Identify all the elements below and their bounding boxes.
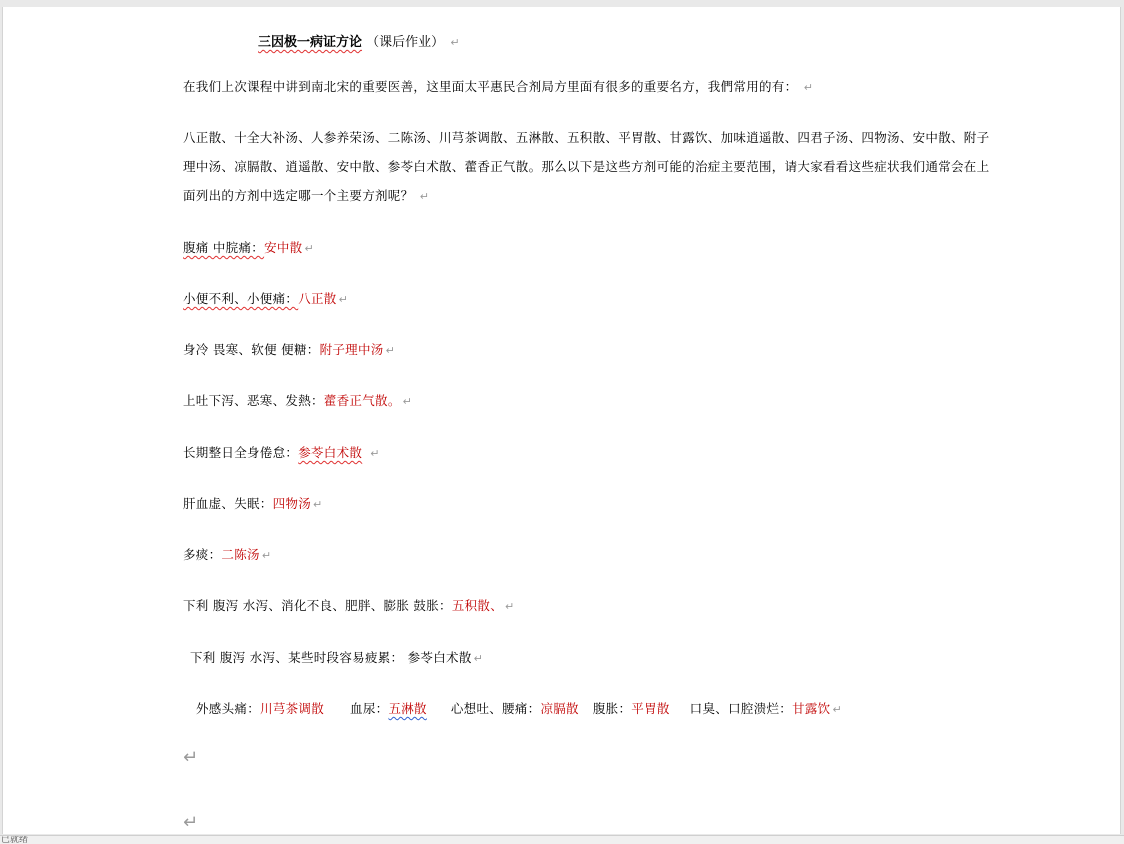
paragraph-mark-icon: ↵ bbox=[832, 703, 843, 716]
document-page[interactable] bbox=[2, 7, 1121, 834]
symptom-text: 肝血虚、失眠： bbox=[183, 496, 273, 511]
paragraph-mark-icon: ↵ bbox=[370, 447, 380, 460]
answer-text: 八正散 bbox=[298, 291, 337, 306]
symptom-text: 心想吐、腰痛： bbox=[450, 701, 541, 716]
symptom-text: 上吐下泻、恶寒、发熱： bbox=[183, 393, 324, 408]
symptom-text: 血尿： bbox=[350, 701, 389, 716]
formula-line-2[interactable] bbox=[183, 157, 989, 175]
symptom-text: 下利 腹泻 水泻、消化不良、肥胖、膨胀 鼓胀： bbox=[183, 598, 452, 613]
qa-line[interactable] bbox=[183, 443, 380, 461]
answer-text: 甘露饮 bbox=[792, 701, 831, 716]
paragraph-mark-icon: ↵ bbox=[473, 652, 484, 665]
paragraph-mark-icon: ↵ bbox=[338, 293, 349, 306]
symptom-text: 外感头痛： bbox=[196, 701, 261, 716]
symptom-text: 多痰： bbox=[183, 547, 222, 562]
last-line[interactable] bbox=[196, 699, 842, 717]
formula-text: 理中汤、凉膈散、逍遥散、安中散、参苓白术散、藿香正气散。那么以下是这些方剂可能的治症主要范围，请大家看看这些症状我们通常会在上 bbox=[183, 159, 990, 174]
paragraph-mark-icon: ↵ bbox=[402, 395, 413, 408]
answer-text: 五淋散 bbox=[388, 701, 427, 716]
paragraph-mark-icon: ↵ bbox=[304, 242, 315, 255]
symptom-text: 长期整日全身倦怠： bbox=[183, 445, 299, 460]
symptom-text: 腹痛 中脘痛： bbox=[183, 240, 265, 255]
symptom-text: 小便不利、小便痛： bbox=[183, 291, 299, 306]
qa-line[interactable] bbox=[183, 289, 348, 307]
paragraph-mark-icon: ↵ bbox=[803, 81, 814, 94]
formula-text: 面列出的方剂中选定哪一个主要方剂呢？ bbox=[183, 188, 414, 203]
paragraph-mark-icon: ↵ bbox=[313, 498, 323, 511]
formula-line-3[interactable] bbox=[183, 186, 429, 204]
paragraph-mark-icon: ↵ bbox=[385, 344, 396, 357]
answer-text: 藿香正气散。 bbox=[323, 393, 401, 408]
formula-text: 八正散、十全大补汤、人参养荣汤、二陈汤、川芎茶调散、五淋散、五积散、平胃散、甘露饮、加味逍遥散、四君子汤、四物汤、安中散、附子 bbox=[183, 130, 990, 145]
answer-text: 五积散、 bbox=[451, 598, 504, 613]
intro-paragraph[interactable] bbox=[183, 77, 813, 95]
document-title[interactable] bbox=[258, 31, 460, 50]
qa-line[interactable] bbox=[183, 596, 515, 614]
formula-line-1[interactable] bbox=[183, 128, 989, 146]
title-main: 三因极一病证方论 bbox=[258, 35, 363, 50]
paragraph-mark-icon: ↵ bbox=[261, 549, 272, 562]
extra-text: 下利 腹泻 水泻、某些时段容易疲累： 参苓白术散 bbox=[190, 650, 472, 665]
title-sub: （课后作业） bbox=[366, 35, 445, 50]
symptom-text: 腹胀： bbox=[592, 701, 632, 716]
answer-text: 二陈汤 bbox=[221, 547, 260, 562]
symptom-text: 口臭、口腔溃烂： bbox=[689, 701, 793, 716]
intro-text: 在我们上次课程中讲到南北宋的重要医善，这里面太平惠民合剂局方里面有很多的重要名方，我們常用的有： bbox=[183, 79, 798, 94]
qa-line[interactable] bbox=[183, 340, 395, 358]
empty-paragraph-mark-icon: ↵ bbox=[183, 812, 199, 833]
empty-paragraph-mark-icon: ↵ bbox=[183, 747, 199, 768]
symptom-text: 身冷 畏寒、软便 便糖： bbox=[183, 342, 320, 357]
qa-line[interactable] bbox=[183, 391, 412, 409]
paragraph-mark-icon: ↵ bbox=[505, 600, 515, 613]
answer-text: 附子理中汤 bbox=[319, 342, 384, 357]
answer-text: 平胃散 bbox=[631, 701, 670, 716]
answer-text: 凉膈散 bbox=[540, 701, 579, 716]
answer-text: 参苓白术散 bbox=[298, 445, 363, 460]
paragraph-mark-icon: ↵ bbox=[419, 190, 430, 203]
qa-line[interactable] bbox=[183, 238, 314, 256]
answer-text: 四物汤 bbox=[272, 496, 312, 511]
extra-line[interactable] bbox=[190, 648, 483, 666]
answer-text: 川芎茶调散 bbox=[260, 701, 325, 716]
qa-line[interactable] bbox=[183, 545, 271, 563]
qa-line[interactable] bbox=[183, 494, 323, 512]
answer-text: 安中散 bbox=[264, 240, 303, 255]
status-text: 已就绪 bbox=[1, 835, 29, 844]
paragraph-mark-icon: ↵ bbox=[450, 36, 460, 49]
